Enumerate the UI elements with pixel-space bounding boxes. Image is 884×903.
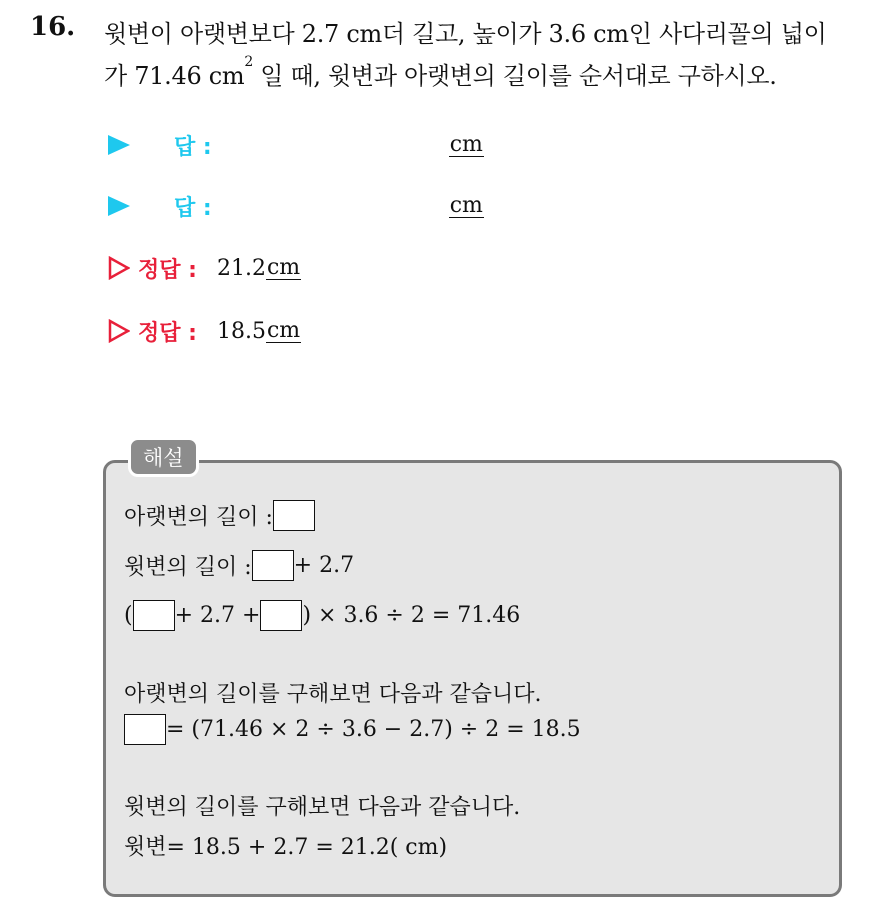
- solution-upper-def: 윗변의 길이 : + 2.7: [124, 550, 354, 581]
- correct-answer-label: 정답 :: [138, 257, 197, 283]
- correct-answer-unit: cm: [266, 317, 301, 343]
- solution-lower-def: 아랫변의 길이 :: [124, 500, 315, 531]
- solution-upper-equation: 윗변= 18.5 + 2.7 = 21.2( cm): [124, 835, 448, 860]
- question-text-line2: 가 71.46 $cm^2$ 일 때, 윗변과 아랫변의 길이를 순서대로 구하시오.: [104, 54, 777, 90]
- correct-answer-unit: cm: [266, 254, 301, 280]
- blank-box: [252, 550, 294, 581]
- solution-area-equation: ( + 2.7 + ) × 3.6 ÷ 2 = 71.46: [124, 600, 520, 631]
- blank-box: [273, 500, 315, 531]
- answer-row-1[interactable]: [108, 125, 484, 165]
- answer-label: 답 :: [174, 195, 212, 221]
- question-text-line1: 윗변이 아랫변보다 2.7 cm더 길고, 높이가 3.6 cm인 사다리꼴의 넓이: [104, 20, 827, 48]
- blank-box: [133, 600, 175, 631]
- blank-box: [260, 600, 302, 631]
- blank-box: [124, 714, 166, 745]
- superscript-2: 2: [244, 54, 253, 70]
- solution-tab: 해설: [128, 437, 199, 477]
- correct-answer-row-2: [108, 311, 301, 351]
- answer-arrow-icon: [108, 135, 130, 155]
- answer-unit: cm: [449, 192, 483, 218]
- question-number: 16.: [30, 12, 76, 42]
- correct-arrow-outline-icon: [108, 319, 130, 343]
- answer-arrow-icon: [108, 196, 130, 216]
- correct-answer-value: 21.2: [216, 255, 266, 281]
- solution-find-upper: 윗변의 길이를 구해보면 다음과 같습니다.: [124, 795, 521, 820]
- solution-find-lower: 아랫변의 길이를 구해보면 다음과 같습니다.: [124, 682, 542, 707]
- correct-arrow-outline-icon: [108, 256, 130, 280]
- answer-unit: cm: [449, 131, 483, 157]
- answer-row-2[interactable]: [108, 186, 484, 226]
- answer-label: 답 :: [174, 134, 212, 160]
- correct-answer-label: 정답 :: [138, 320, 197, 346]
- correct-answer-row-1: [108, 248, 301, 288]
- correct-answer-value: 18.5: [216, 318, 266, 344]
- solution-lower-equation: = (71.46 × 2 ÷ 3.6 − 2.7) ÷ 2 = 18.5: [124, 714, 581, 745]
